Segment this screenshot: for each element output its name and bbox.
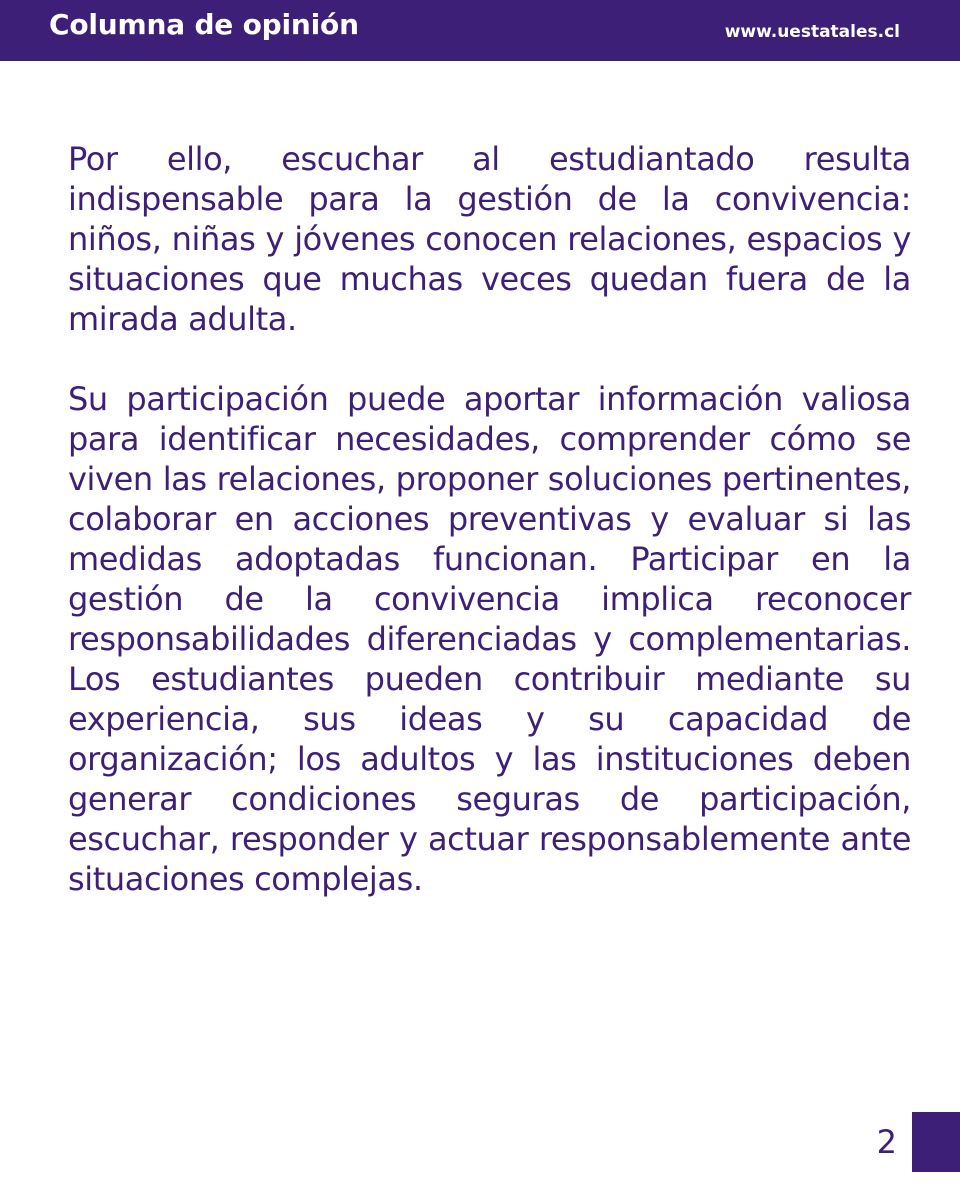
page-header bbox=[0, 0, 960, 61]
website-url: www.uestatales.cl bbox=[724, 22, 900, 42]
article-paragraph-2: Su participación puede aportar información valiosa para identificar necesidades, comprender cómo se viven las relaciones, proponer soluciones pertinentes, colaborar en acciones preventivas y evaluar si las medidas adoptadas funcionan. Participar en la gestión de la convivencia implica reconocer responsabilidades diferenciadas y complementarias. Los estudiantes pueden contribuir mediante su experiencia, sus ideas y su capacidad de organización; los adultos y las instituciones deben generar condiciones seguras de participación, escuchar, responder y actuar responsablemente ante situaciones complejas. bbox=[68, 380, 911, 898]
article-paragraph-1: Por ello, escuchar al estudiantado resulta indispensable para la gestión de la convivencia: niños, niñas y jóvenes conocen relaciones, espacios y situaciones que muchas veces quedan fuera de la mirada adulta. bbox=[68, 140, 911, 338]
page-number: 2 bbox=[876, 1123, 897, 1161]
page-corner-block bbox=[912, 1112, 960, 1172]
section-title: Columna de opinión bbox=[49, 8, 359, 41]
article-body bbox=[68, 139, 911, 899]
